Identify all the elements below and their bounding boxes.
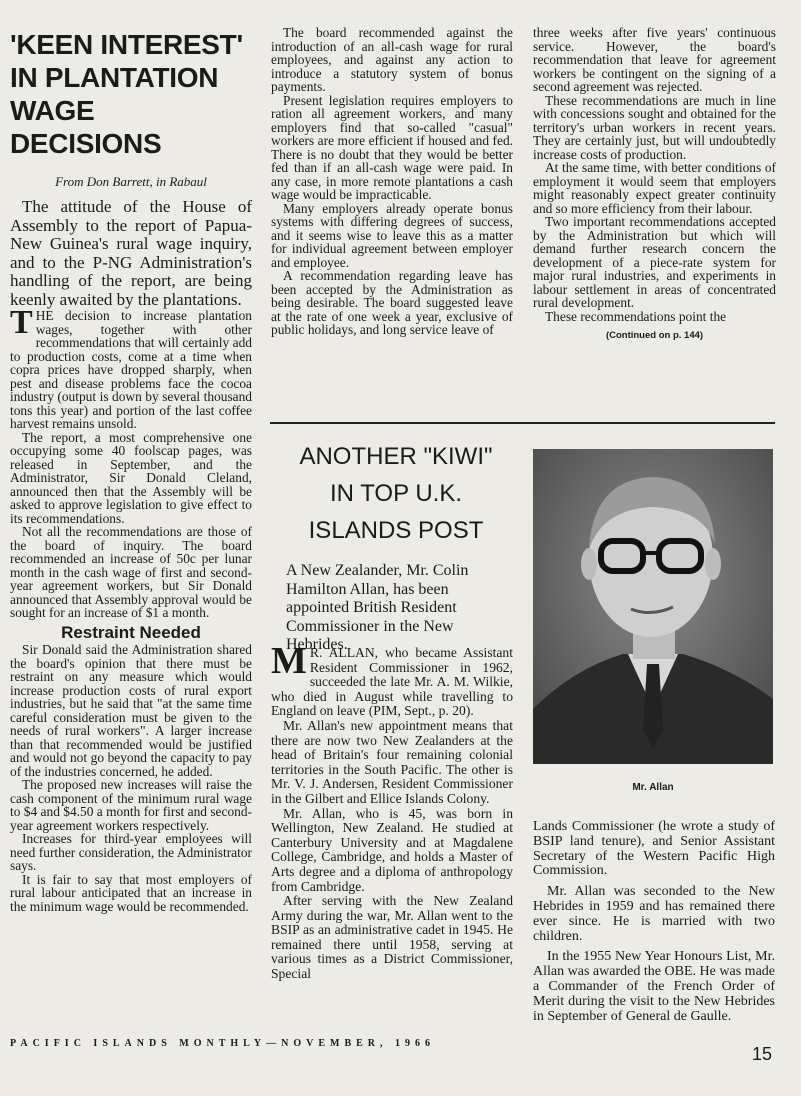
headline-line-1: ANOTHER "KIWI" xyxy=(299,443,493,470)
paragraph: HE decision to increase plantation wages, together with other recommendations that will certainly add to production costs, come at a time when copra prices have dropped sharply, when pest and disease problems face the cocoa industry (output is down by several thousand tons this year) and portion of the last coffee harvest remains unsold. xyxy=(10,308,252,431)
section-divider xyxy=(270,422,775,424)
paragraph: Two important recommendations accepted by the Administration but which will demand further research concern the development of a piece-rate system for major rural industries, and experiments in labour settlement in areas of concentrated rural development. xyxy=(533,214,776,310)
paragraph: The proposed new increases will raise the cash component of the minimum rural wage to $4 and $4.50 a month for first and second-year agreement workers respectively. xyxy=(10,777,252,833)
headline-line-1: 'KEEN INTEREST' xyxy=(10,29,243,60)
article-1-column-2 xyxy=(271,26,513,337)
paragraph: Mr. Allan's new appointment means that there are now two New Zealanders at the head of Britain's four remaining colonial territories in the South Pacific. The other is Mr. V. J. Andersen, Resident Commissioner in the Gilbert and Ellice Islands Colony. xyxy=(271,717,513,806)
paragraph: Present legislation requires employers to ration all agreement workers, and many employers find that so-called "casual" workers are more efficient if housed and fed. There is no doubt that they would be better fed than if an all-cash wage were paid. In any case, in more remote plantations a cash wage would be impracticable. xyxy=(271,92,513,202)
paragraph: R. ALLAN, who became Assistant Resident Commissioner in 1962, succeeded the late Mr. A. M. Wilkie, who died in August while travelling to England on leave (PIM, Sept., p. 20). xyxy=(271,645,513,719)
paragraph: Increases for third-year employees will need further consideration, the Administrator says. xyxy=(10,831,252,873)
paragraph: At the same time, with better conditions of employment it would seem that employers might reasonably expect greater continuity and so more efficiency from their labour. xyxy=(533,160,776,216)
paragraph: A recommendation regarding leave has been accepted by the Administration as being desirable. The board suggested leave at the rate of one week a year, exclusive of public holidays, and long service leave of xyxy=(271,268,513,337)
paragraph: The report, a most comprehensive one occupying some 40 foolscap pages, was released in September, and the Administrator, Sir Donald Cleland, announced then that the Assembly will be asked to approve legislation to give effect to its recommendations. xyxy=(10,429,252,526)
continued-note: (Continued on p. 144) xyxy=(605,330,704,341)
subheading: Restraint Needed xyxy=(61,622,201,642)
paragraph: Many employers already operate bonus systems with differing degrees of success, and it seems wise to leave this as a matter for individual agreement between employer and employee. xyxy=(271,200,513,270)
paragraph: Mr. Allan was seconded to the New Hebrides in 1959 and has remained there ever since. He is married with two children. xyxy=(533,884,775,944)
article-1-headline xyxy=(10,28,252,160)
paragraph: In the 1955 New Year Honours List, Mr. Allan was awarded the OBE. He was made a Commander of the French Order of Merit during the visit to the New Hebrides in September of General de Gaulle. xyxy=(533,949,775,1024)
portrait-image xyxy=(533,449,773,764)
drop-cap: T xyxy=(10,304,33,341)
article-1-column-1 xyxy=(10,28,252,913)
article-2-column-2 xyxy=(533,820,775,1024)
paragraph: Lands Commissioner (he wrote a study of BSIP land tenure), and Senior Assistant Secretary of the Western Pacific High Commission. xyxy=(533,819,775,879)
paragraph: It is fair to say that most employers of rural labour anticipated that an increase in the minimum wage would be recommended. xyxy=(10,871,252,914)
byline: From Don Barrett, in Rabaul xyxy=(55,174,207,189)
article-1-lead: The attitude of the House of Assembly to the report of Papua-New Guinea's rural wage inquiry, and to the P-NG Administration's handling of the report, are being keenly awaited by the plantations. xyxy=(10,197,252,309)
portrait-photo xyxy=(533,449,773,764)
paragraph: After serving with the New Zealand Army during the war, Mr. Allan went to the BSIP as an administrative cadet in 1945. He remained there until 1958, serving at various times as a District Commissioner, Special xyxy=(271,893,513,982)
paragraph: Not all the recommendations are those of the board of inquiry. The board recommended an increase of 50c per lunar month in the cash wage of first and second-year agreement workers, but Sir Donald announced that Assembly approval would be sought for an increase of $1 a month. xyxy=(10,524,252,620)
article-2-column-1 xyxy=(271,640,513,982)
paragraph: Mr. Allan, who is 45, was born in Wellington, New Zealand. He studied at Canterbury University and at Magdalene College, Cambridge, and holds a Master of Arts degree and a diploma of anthropology from Cambridge. xyxy=(271,805,513,894)
drop-cap: M xyxy=(271,640,307,682)
paragraph: Sir Donald said the Administration shared the board's opinion that there must be restraint on any measure which would increase production costs of rural export industries, but he said that "at the same time careful consideration must be given to the needs of rural workers". A larger increase than that recommended would be justified and would not go beyond the capacity to pay of the industries concerned, he added. xyxy=(10,642,252,779)
article-2-headline xyxy=(271,438,521,549)
headline-line-3: WAGE DECISIONS xyxy=(10,95,162,159)
article-2-lead: A New Zealander, Mr. Colin Hamilton Allan, has been appointed British Resident Commissioner in the New Hebrides. xyxy=(286,562,469,653)
page-footer: PACIFIC ISLANDS MONTHLY—NOVEMBER, 1966 xyxy=(10,1038,436,1049)
headline-line-2: IN TOP U.K. xyxy=(329,480,463,507)
paragraph: three weeks after five years' continuous service. However, the board's recommendation that leave for agreement workers be contingent on the signing of a second agreement was rejected. xyxy=(533,25,776,94)
headline-line-3: ISLANDS POST xyxy=(308,517,484,544)
paragraph: These recommendations point the xyxy=(545,308,727,324)
paragraph: The board recommended against the introduction of an all-cash wage for rural employees, and against any action to introduce a statutory system of bonus payments. xyxy=(271,25,513,94)
photo-caption: Mr. Allan xyxy=(632,782,674,793)
article-1-column-3 xyxy=(533,26,776,343)
headline-line-2: IN PLANTATION xyxy=(10,62,219,93)
page-number: 15 xyxy=(752,1044,773,1064)
paragraph: These recommendations are much in line with concessions sought and obtained for the territory's urban workers in recent years. They are certainly just, but will undoubtedly increase costs of production. xyxy=(533,92,776,162)
